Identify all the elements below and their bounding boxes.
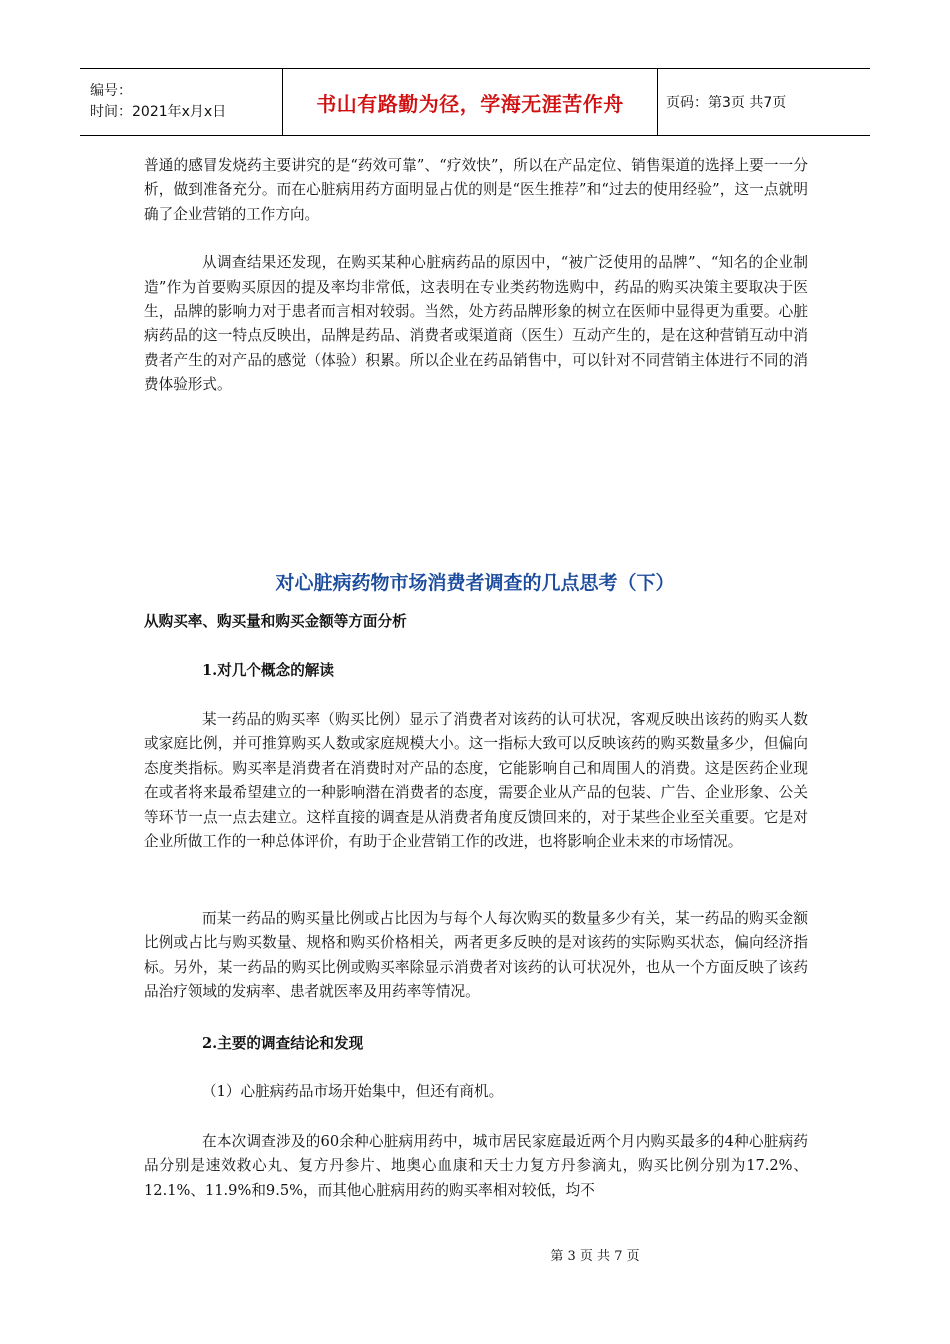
header-motto: 书山有路勤为径，学海无涯苦作舟 [282, 69, 658, 135]
paragraph: 在本次调查涉及的60余种心脏病用药中，城市居民家庭最近两个月内购买最多的4种心脏病药品分别是速效救心丸、复方丹参片、地奥心血康和天士力复方丹参滴丸，购买比例分别为17.2%、12.1%、11.9%和9.5%，而其他心脏病用药的购买率相对较低，均不 [144, 1133, 808, 1199]
paragraph: 某一药品的购买率（购买比例）显示了消费者对该药的认可状况，客观反映出该药的购买人数或家庭比例，并可推算购买人数或家庭规模大小。这一指标大致可以反映该药的购买数量多少，但偏向态度类指标。购买率是消费者在消费时对产品的态度，它能影响自己和周围人的消费。这是医药企业现在或者将来最希望建立的一种影响潜在消费者的态度，需要企业从产品的包装、广告、企业形象、公关等环节一点一点去建立。这样直接的调查是从消费者角度反馈回来的，对于某些企业至关重要。它是对企业所做工作的一种总体评价，有助于企业营销工作的改进，也将影响企业未来的市场情况。 [144, 711, 808, 851]
paragraph: （1）心脏病药品市场开始集中，但还有商机。 [202, 1083, 504, 1100]
paragraph: 从调查结果还发现，在购买某种心脏病药品的原因中，“被广泛使用的品牌”、“知名的企业制造”作为首要购买原因的提及率均非常低，这表明在专业类药物选购中，药品的购买决策主要取决于医生，品牌的影响力对于患者而言相对较弱。当然，处方药品牌形象的树立在医师中显得更为重要。心脏病药品的这一特点反映出，品牌是药品、消费者或渠道商（医生）互动产生的，是在这种营销互动中消费者产生的对产品的感觉（体验）积累。所以企业在药品销售中，可以针对不同营销主体进行不同的消费体验形式。 [144, 254, 808, 394]
header-page-number: 页码：第3页 共7页 [666, 95, 787, 111]
article-subtitle: 从购买率、购买量和购买金额等方面分析 [144, 613, 407, 630]
article-body-1 [144, 708, 808, 854]
section-heading-2: 2.主要的调查结论和发现 [202, 1035, 364, 1052]
section-intro [144, 154, 808, 398]
page-header [80, 68, 870, 136]
paragraph: 而某一药品的购买量比例或占比因为与每个人每次购买的数量多少有关，某一药品的购买金额比例或占比与购买数量、规格和购买价格相关，两者更多反映的是对该药的实际购买状态，偏向经济指标。另外，某一药品的购买比例或购买率除显示消费者对该药的认可状况外，也从一个方面反映了该药品治疗领域的发病率、患者就医率及用药率等情况。 [144, 910, 808, 1001]
doc-time-label: 时间：2021年x月x日 [90, 104, 227, 120]
article-body-4 [144, 1130, 808, 1203]
paragraph: 普通的感冒发烧药主要讲究的是“药效可靠”、“疗效快”，所以在产品定位、销售渠道的选择上要一一分析，做到准备充分。而在心脏病用药方面明显占优的则是“医生推荐”和“过去的使用经验”，这一点就明确了企业营销的工作方向。 [144, 157, 808, 223]
section-heading-1: 1.对几个概念的解读 [202, 662, 334, 679]
article-body-2 [144, 907, 808, 1005]
article-title: 对心脏病药物市场消费者调查的几点思考（下） [275, 572, 675, 594]
doc-number-label: 编号： [90, 83, 132, 99]
page-footer: 第 3 页 共 7 页 [550, 1249, 640, 1264]
article-body-3 [144, 1080, 808, 1104]
header-meta [80, 69, 282, 135]
